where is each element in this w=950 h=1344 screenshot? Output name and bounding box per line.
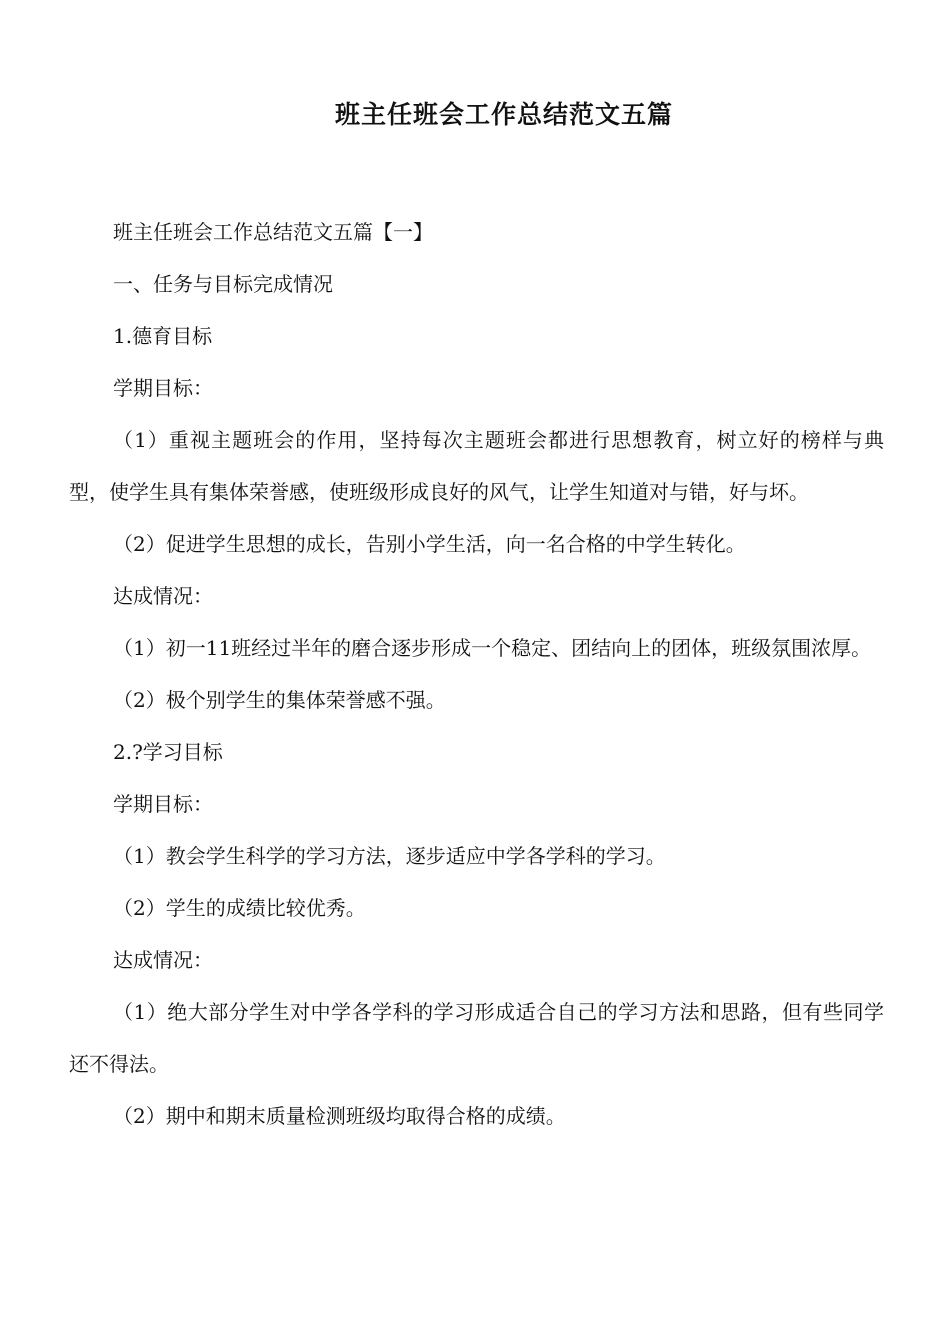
label-achievement: 达成情况： bbox=[113, 948, 213, 972]
label-semester-goal: 学期目标： bbox=[113, 376, 213, 400]
paragraph: （1）教会学生科学的学习方法，逐步适应中学各学科的学习。 bbox=[113, 844, 666, 868]
label-semester-goal: 学期目标： bbox=[113, 792, 213, 816]
label-achievement: 达成情况： bbox=[113, 584, 213, 608]
heading-task-goals: 一、任务与目标完成情况 bbox=[113, 272, 333, 296]
paragraph: （2）学生的成绩比较优秀。 bbox=[113, 896, 366, 920]
document-body bbox=[69, 206, 884, 1142]
paragraph: （2）极个别学生的集体荣誉感不强。 bbox=[113, 688, 446, 712]
paragraph: （1）初一11班经过半年的磨合逐步形成一个稳定、团结向上的团体，班级氛围浓厚。 bbox=[113, 636, 872, 660]
heading-moral-goal: 1.德育目标 bbox=[113, 324, 213, 348]
paragraph: （1）重视主题班会的作用，坚持每次主题班会都进行思想教育，树立好的榜样与典型，使学生具有集体荣誉感，使班级形成良好的风气，让学生知道对与错，好与坏。 bbox=[69, 428, 884, 504]
heading-study-goal: 2.?学习目标 bbox=[113, 740, 223, 764]
paragraph: （2）促进学生思想的成长，告别小学生活，向一名合格的中学生转化。 bbox=[113, 532, 746, 556]
paragraph: （1）绝大部分学生对中学各学科的学习形成适合自己的学习方法和思路，但有些同学还不得法。 bbox=[69, 1000, 884, 1076]
section-heading: 班主任班会工作总结范文五篇【一】 bbox=[113, 220, 433, 244]
paragraph: （2）期中和期末质量检测班级均取得合格的成绩。 bbox=[113, 1104, 566, 1128]
document-title: 班主任班会工作总结范文五篇 bbox=[334, 100, 673, 129]
